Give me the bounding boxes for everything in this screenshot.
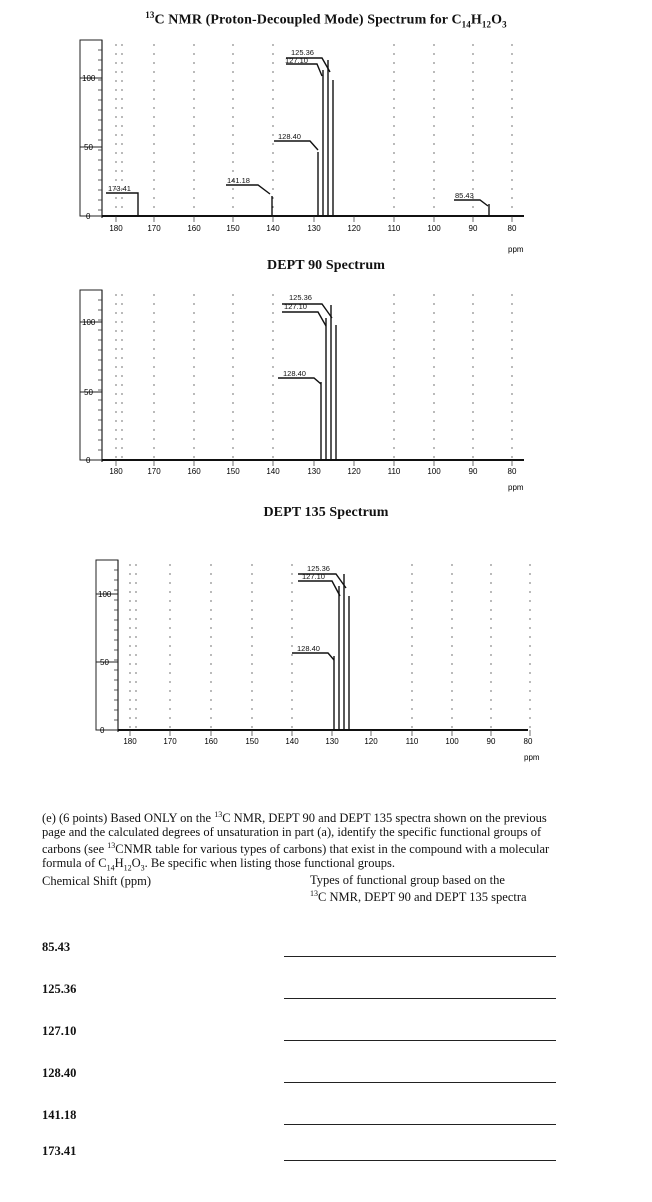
y-tick-0: 0 (86, 456, 91, 465)
x-tick-110: 110 (387, 224, 401, 233)
peak-label-128-40: 128.40 (297, 644, 320, 653)
functional-group-header: Types of functional group based on the $^{13}$C NMR, DEPT 90 and DEPT 135 spectra (310, 873, 527, 905)
answer-row (42, 1024, 562, 1044)
y-tick-50: 50 (100, 658, 109, 667)
x-tick-160: 160 (187, 224, 201, 233)
x-tick-130: 130 (307, 467, 321, 476)
answer-line[interactable] (284, 956, 556, 957)
chemical-shift-header: Chemical Shift (ppm) (42, 874, 152, 888)
x-tick-140: 140 (266, 467, 280, 476)
answer-line[interactable] (284, 1082, 556, 1083)
x-tick-90: 90 (468, 224, 478, 233)
answer-line[interactable] (284, 1040, 556, 1041)
shift-value: 141.18 (42, 1108, 77, 1122)
x-tick-90: 90 (468, 467, 478, 476)
x-tick-120: 120 (364, 737, 378, 746)
peak-label-127-10: 127.10 (302, 572, 325, 581)
peak-label-127-10: 127.10 (285, 56, 308, 65)
x-tick-180: 180 (109, 467, 123, 476)
spectrum1-title: $^{13}$C NMR (Proton-Decoupled Mode) Spectrum for $C_{14}H_{12}O_3$ (145, 10, 507, 30)
x-tick-170: 170 (147, 224, 161, 233)
y-tick-100: 100 (98, 590, 112, 599)
x-tick-100: 100 (427, 224, 441, 233)
peak-label-125-36: 125.36 (291, 48, 314, 57)
question-text: (e) (6 points) Based ONLY on the $^{13}$C NMR, DEPT 90 and DEPT 135 spectra shown on the previous page and the calculated degrees of unsaturation in part (a), identify the specific functional groups of carbons (see $^{13}$CNMR table for various types of carbons) that exist in the compound with a molecular formula of $C_{14}H_{12}O_3$. Be specific when listing those functional groups. (42, 810, 550, 873)
x-tick-100: 100 (445, 737, 459, 746)
y-tick-0: 0 (86, 212, 91, 221)
x-tick-80: 80 (507, 224, 517, 233)
x-unit: ppm (524, 753, 540, 762)
x-tick-110: 110 (405, 737, 419, 746)
answer-row (42, 982, 562, 1002)
dept135-title: DEPT 135 Spectrum (263, 505, 389, 520)
x-tick-160: 160 (187, 467, 201, 476)
x-tick-140: 140 (285, 737, 299, 746)
answer-line[interactable] (284, 998, 556, 999)
x-tick-120: 120 (347, 467, 361, 476)
x-tick-120: 120 (347, 224, 361, 233)
shift-value: 125.36 (42, 982, 77, 996)
answer-row (42, 1066, 562, 1086)
shift-value: 85.43 (42, 940, 71, 954)
x-tick-170: 170 (147, 467, 161, 476)
x-tick-150: 150 (226, 467, 240, 476)
answer-row (42, 940, 562, 960)
shift-value: 173.41 (42, 1144, 77, 1158)
answer-row (42, 1144, 562, 1164)
peak-label-128-40: 128.40 (278, 132, 301, 141)
x-tick-90: 90 (486, 737, 496, 746)
x-tick-180: 180 (109, 224, 123, 233)
shift-value: 128.40 (42, 1066, 77, 1080)
peak-label-173-41: 173.41 (108, 184, 131, 193)
peak-label-85-43: 85.43 (455, 191, 474, 200)
x-tick-180: 180 (123, 737, 137, 746)
peak-label-127-10: 127.10 (284, 302, 307, 311)
answer-row (42, 1108, 562, 1128)
peak-label-125-36: 125.36 (307, 564, 330, 573)
dept90-title: DEPT 90 Spectrum (266, 258, 385, 273)
answer-line[interactable] (284, 1160, 556, 1161)
x-tick-130: 130 (325, 737, 339, 746)
x-tick-110: 110 (387, 467, 401, 476)
x-tick-140: 140 (266, 224, 280, 233)
y-tick-100: 100 (82, 74, 96, 83)
x-tick-130: 130 (307, 224, 321, 233)
x-tick-100: 100 (427, 467, 441, 476)
peak-label-128-40: 128.40 (283, 369, 306, 378)
shift-value: 127.10 (42, 1024, 77, 1038)
y-tick-100: 100 (82, 318, 96, 327)
x-tick-170: 170 (163, 737, 177, 746)
x-tick-80: 80 (523, 737, 533, 746)
x-tick-80: 80 (507, 467, 517, 476)
y-tick-50: 50 (84, 388, 93, 397)
x-tick-160: 160 (204, 737, 218, 746)
peak-label-125-36: 125.36 (289, 293, 312, 302)
x-unit: ppm (508, 245, 524, 254)
x-tick-150: 150 (226, 224, 240, 233)
peak-label-141-18: 141.18 (227, 176, 250, 185)
y-tick-0: 0 (100, 726, 105, 735)
x-unit: ppm (508, 483, 524, 492)
x-tick-150: 150 (245, 737, 259, 746)
y-tick-50: 50 (84, 143, 93, 152)
answer-line[interactable] (284, 1124, 556, 1125)
